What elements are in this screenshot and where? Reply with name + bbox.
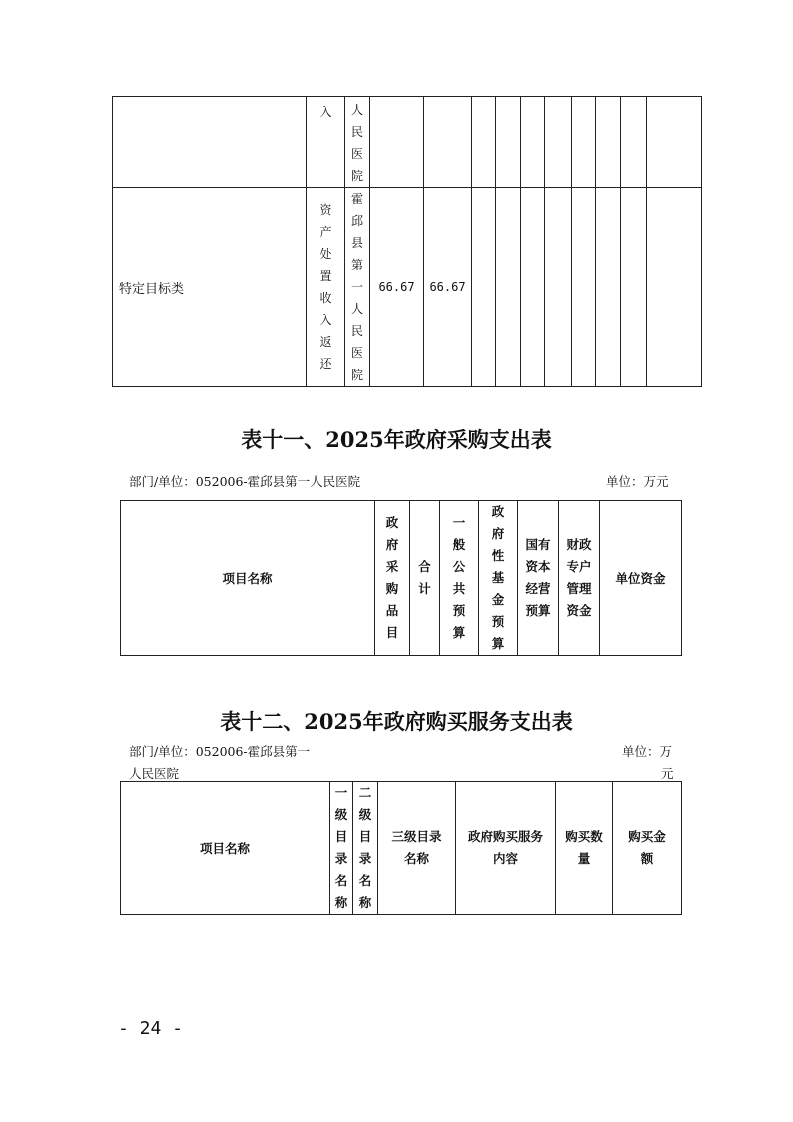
table-eleven-title: 表十一、2025年政府采购支出表 <box>241 427 552 452</box>
header-quantity: 购买数 量 <box>556 782 613 915</box>
table-row <box>113 188 702 387</box>
header-fund-budget: 政府性基金预算 <box>491 504 505 651</box>
table-twelve-unit: 单位：万 <box>622 744 673 759</box>
table-eleven-department: 部门/单位：052006-霍邱县第一人民医院 <box>129 474 361 489</box>
table-eleven <box>120 500 682 656</box>
header-level-two-catalog: 二级目录名称 <box>358 785 372 910</box>
header-project-name: 项目名称 <box>121 782 330 915</box>
header-unit-funds: 单位资金 <box>600 501 682 656</box>
table-twelve-title: 表十二、2025年政府购买服务支出表 <box>220 709 573 734</box>
table-twelve-department-cont: 人民医院 <box>129 766 180 781</box>
table-row <box>113 97 702 188</box>
table-eleven-unit: 单位：万元 <box>606 474 669 489</box>
table-twelve-unit-cont: 元 <box>661 766 674 781</box>
funding-source-cell: 入 <box>319 105 332 119</box>
table-twelve <box>120 781 682 915</box>
value-cell: 66.67 <box>424 188 472 387</box>
value-cell: 66.67 <box>370 188 424 387</box>
unit-name-cell: 霍邱县第一人民医院 <box>351 192 364 382</box>
header-fiscal-account: 财政 专户 管理 资金 <box>559 501 600 656</box>
header-procurement-catalog: 政府采购品目 <box>385 515 399 640</box>
header-amount: 购买金 额 <box>613 782 682 915</box>
funding-source-cell: 资产处置收入返还 <box>319 203 332 371</box>
table-header-row <box>121 782 682 915</box>
table-ten-continuation <box>112 96 702 387</box>
table-header-row <box>121 501 682 656</box>
header-level-three-catalog: 三级目录 名称 <box>378 782 456 915</box>
header-project-name: 项目名称 <box>121 501 375 656</box>
header-general-budget: 一般公共预算 <box>452 515 466 640</box>
category-cell: 特定目标类 <box>113 188 307 387</box>
page-number: - 24 - <box>118 1018 184 1039</box>
header-state-capital: 国有 资本 经营 预算 <box>518 501 559 656</box>
unit-name-cell: 人民医院 <box>351 103 364 183</box>
table-twelve-department: 部门/单位：052006-霍邱县第一 <box>129 744 311 759</box>
header-service-content: 政府购买服务 内容 <box>456 782 556 915</box>
header-total: 合计 <box>418 559 431 596</box>
header-level-one-catalog: 一级目录名称 <box>334 785 348 910</box>
